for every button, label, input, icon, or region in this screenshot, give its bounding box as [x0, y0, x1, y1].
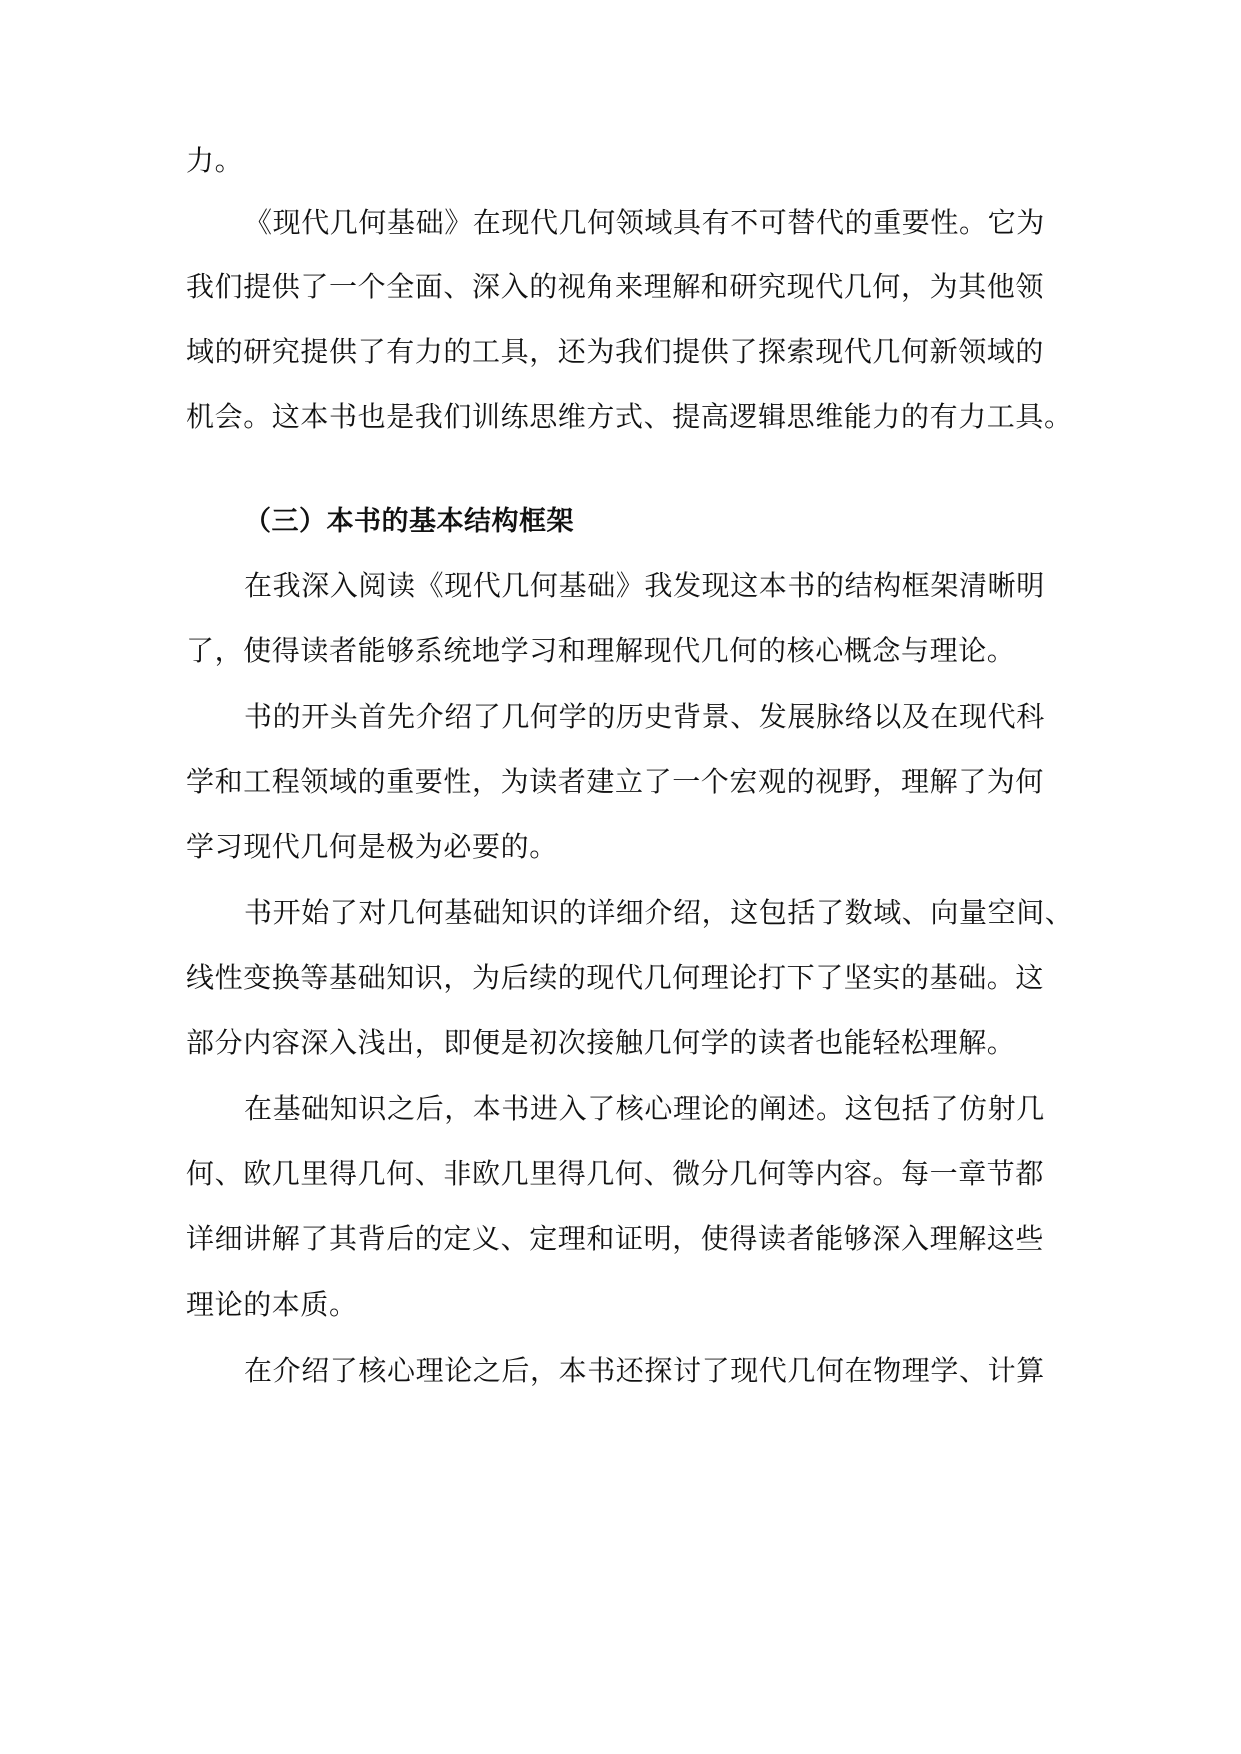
paragraph-line: 机会。这本书也是我们训练思维方式、提高逻辑思维能力的有力工具。	[186, 400, 1073, 433]
paragraph-line: 了，使得读者能够系统地学习和理解现代几何的核心概念与理论。	[186, 634, 1016, 667]
paragraph-line: 在介绍了核心理论之后，本书还探讨了现代几何在物理学、计算	[244, 1354, 1045, 1387]
paragraph-line: 理论的本质。	[186, 1288, 358, 1321]
paragraph-line: 部分内容深入浅出，即便是初次接触几何学的读者也能轻松理解。	[186, 1026, 1016, 1059]
paragraph-line: 我们提供了一个全面、深入的视角来理解和研究现代几何，为其他领	[186, 270, 1045, 303]
paragraph-line: 何、欧几里得几何、非欧几里得几何、微分几何等内容。每一章节都	[186, 1157, 1045, 1190]
paragraph-line: 详细讲解了其背后的定义、定理和证明，使得读者能够深入理解这些	[186, 1222, 1045, 1255]
paragraph-line: 力。	[186, 144, 244, 177]
paragraph-line: 书的开头首先介绍了几何学的历史背景、发展脉络以及在现代科	[244, 700, 1045, 733]
paragraph-line: 书开始了对几何基础知识的详细介绍，这包括了数域、向量空间、	[244, 896, 1074, 929]
paragraph-line: 在基础知识之后，本书进入了核心理论的阐述。这包括了仿射几	[244, 1092, 1045, 1125]
paragraph-line: 域的研究提供了有力的工具，还为我们提供了探索现代几何新领域的	[186, 335, 1045, 368]
section-heading: （三）本书的基本结构框架	[244, 506, 574, 537]
paragraph-line: 学习现代几何是极为必要的。	[186, 830, 558, 863]
paragraph-line: 在我深入阅读《现代几何基础》我发现这本书的结构框架清晰明	[244, 569, 1045, 602]
paragraph-line: 线性变换等基础知识，为后续的现代几何理论打下了坚实的基础。这	[186, 961, 1045, 994]
paragraph-line: 学和工程领域的重要性，为读者建立了一个宏观的视野，理解了为何	[186, 765, 1045, 798]
paragraph-line: 《现代几何基础》在现代几何领域具有不可替代的重要性。它为	[244, 206, 1045, 239]
